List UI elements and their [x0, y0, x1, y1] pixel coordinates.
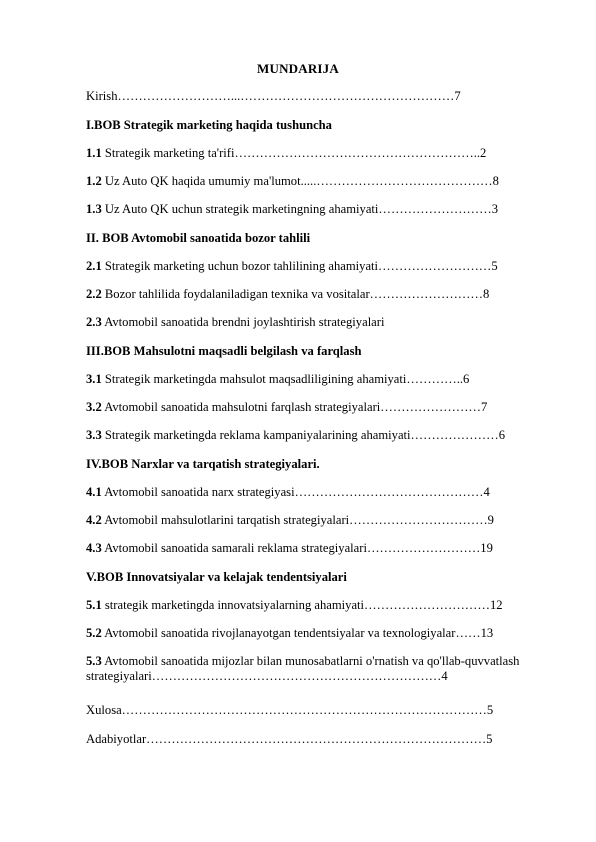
toc-entry-1-2: [86, 174, 499, 189]
toc-entry-xulosa: Xulosa……………………………………………………………………………5: [86, 703, 494, 717]
toc-chapter-2: II. BOB Avtomobil sanoatida bozor tahlili: [86, 231, 311, 245]
toc-entry-2-2: [86, 287, 489, 302]
section-title: Strategik marketingda reklama kampaniyalarining ahamiyati…………………6: [101, 428, 505, 442]
toc-entry-3-2: [86, 400, 487, 415]
toc-entry-3-3: [86, 428, 505, 443]
section-number: 3.3: [86, 428, 102, 442]
toc-entry-1-1: [86, 146, 486, 161]
section-number: 4.2: [86, 513, 102, 527]
section-number: 4.3: [86, 541, 102, 555]
section-title: Avtomobil mahsulotlarini tarqatish strategiyalari……………………………9: [101, 513, 494, 527]
section-title: Avtomobil sanoatida mijozlar bilan munosabatlarni o'rnatish va qo'llab-quvvatlash strategiyalari……………………………………………………………4: [86, 654, 520, 683]
toc-entry-kirish: Kirish………………………...……………………………………………7: [86, 89, 461, 103]
section-number: 1.1: [86, 146, 102, 160]
toc-entry-2-1: [86, 259, 498, 274]
toc-entry-4-3: [86, 541, 493, 556]
section-number: 1.3: [86, 202, 102, 216]
toc-entry-4-2: [86, 513, 494, 528]
section-title: Avtomobil sanoatida rivojlanayotgan tendentsiyalar va texnologiyalar……13: [101, 626, 494, 640]
toc-chapter-1: I.BOB Strategik marketing haqida tushuncha: [86, 118, 332, 132]
section-number: 3.1: [86, 372, 102, 386]
toc-entry-2-3: [86, 315, 384, 330]
toc-entry-3-1: [86, 372, 469, 387]
toc-entry-5-3: [86, 654, 556, 684]
section-title: strategik marketingda innovatsiyalarning ahamiyati…………………………12: [101, 598, 503, 612]
section-title: Avtomobil sanoatida mahsulotni farqlash strategiyalari……………………7: [101, 400, 488, 414]
toc-entry-adabiyotlar: Adabiyotlar………………………………………………………………………5: [86, 732, 493, 746]
toc-chapter-4: IV.BOB Narxlar va tarqatish strategiyalari.: [86, 457, 320, 471]
toc-entry-1-3: [86, 202, 498, 217]
section-title: Strategik marketingda mahsulot maqsadliligining ahamiyati…………..6: [101, 372, 470, 386]
section-title: Avtomobil sanoatida brendni joylashtirish strategiyalari: [101, 315, 385, 329]
toc-chapter-3: III.BOB Mahsulotni maqsadli belgilash va farqlash: [86, 344, 362, 358]
section-number: 1.2: [86, 174, 102, 188]
toc-chapter-5: V.BOB Innovatsiyalar va kelajak tendentsiyalari: [86, 570, 347, 584]
section-title: Strategik marketing ta'rifi…………………………………………………..2: [101, 146, 487, 160]
section-title: Uz Auto QK uchun strategik marketingning ahamiyati………………………3: [101, 202, 499, 216]
section-number: 2.1: [86, 259, 102, 273]
toc-entry-5-2: [86, 626, 493, 641]
section-title: Avtomobil sanoatida narx strategiyasi………………………………………4: [101, 485, 490, 499]
section-number: 4.1: [86, 485, 102, 499]
section-number: 3.2: [86, 400, 102, 414]
section-number: 5.3: [86, 654, 102, 668]
section-number: 2.3: [86, 315, 102, 329]
page-title: MUNDARIJA: [257, 61, 339, 76]
section-number: 2.2: [86, 287, 102, 301]
section-title: Strategik marketing uchun bozor tahlilining ahamiyati………………………5: [101, 259, 498, 273]
section-title: Uz Auto QK haqida umumiy ma'lumot.....……………………………………8: [101, 174, 499, 188]
toc-entry-5-1: [86, 598, 503, 613]
section-number: 5.2: [86, 626, 102, 640]
section-number: 5.1: [86, 598, 102, 612]
section-title: Bozor tahlilida foydalaniladigan texnika va vositalar………………………8: [101, 287, 490, 301]
toc-entry-4-1: [86, 485, 490, 500]
section-title: Avtomobil sanoatida samarali reklama strategiyalari………………………19: [101, 541, 493, 555]
